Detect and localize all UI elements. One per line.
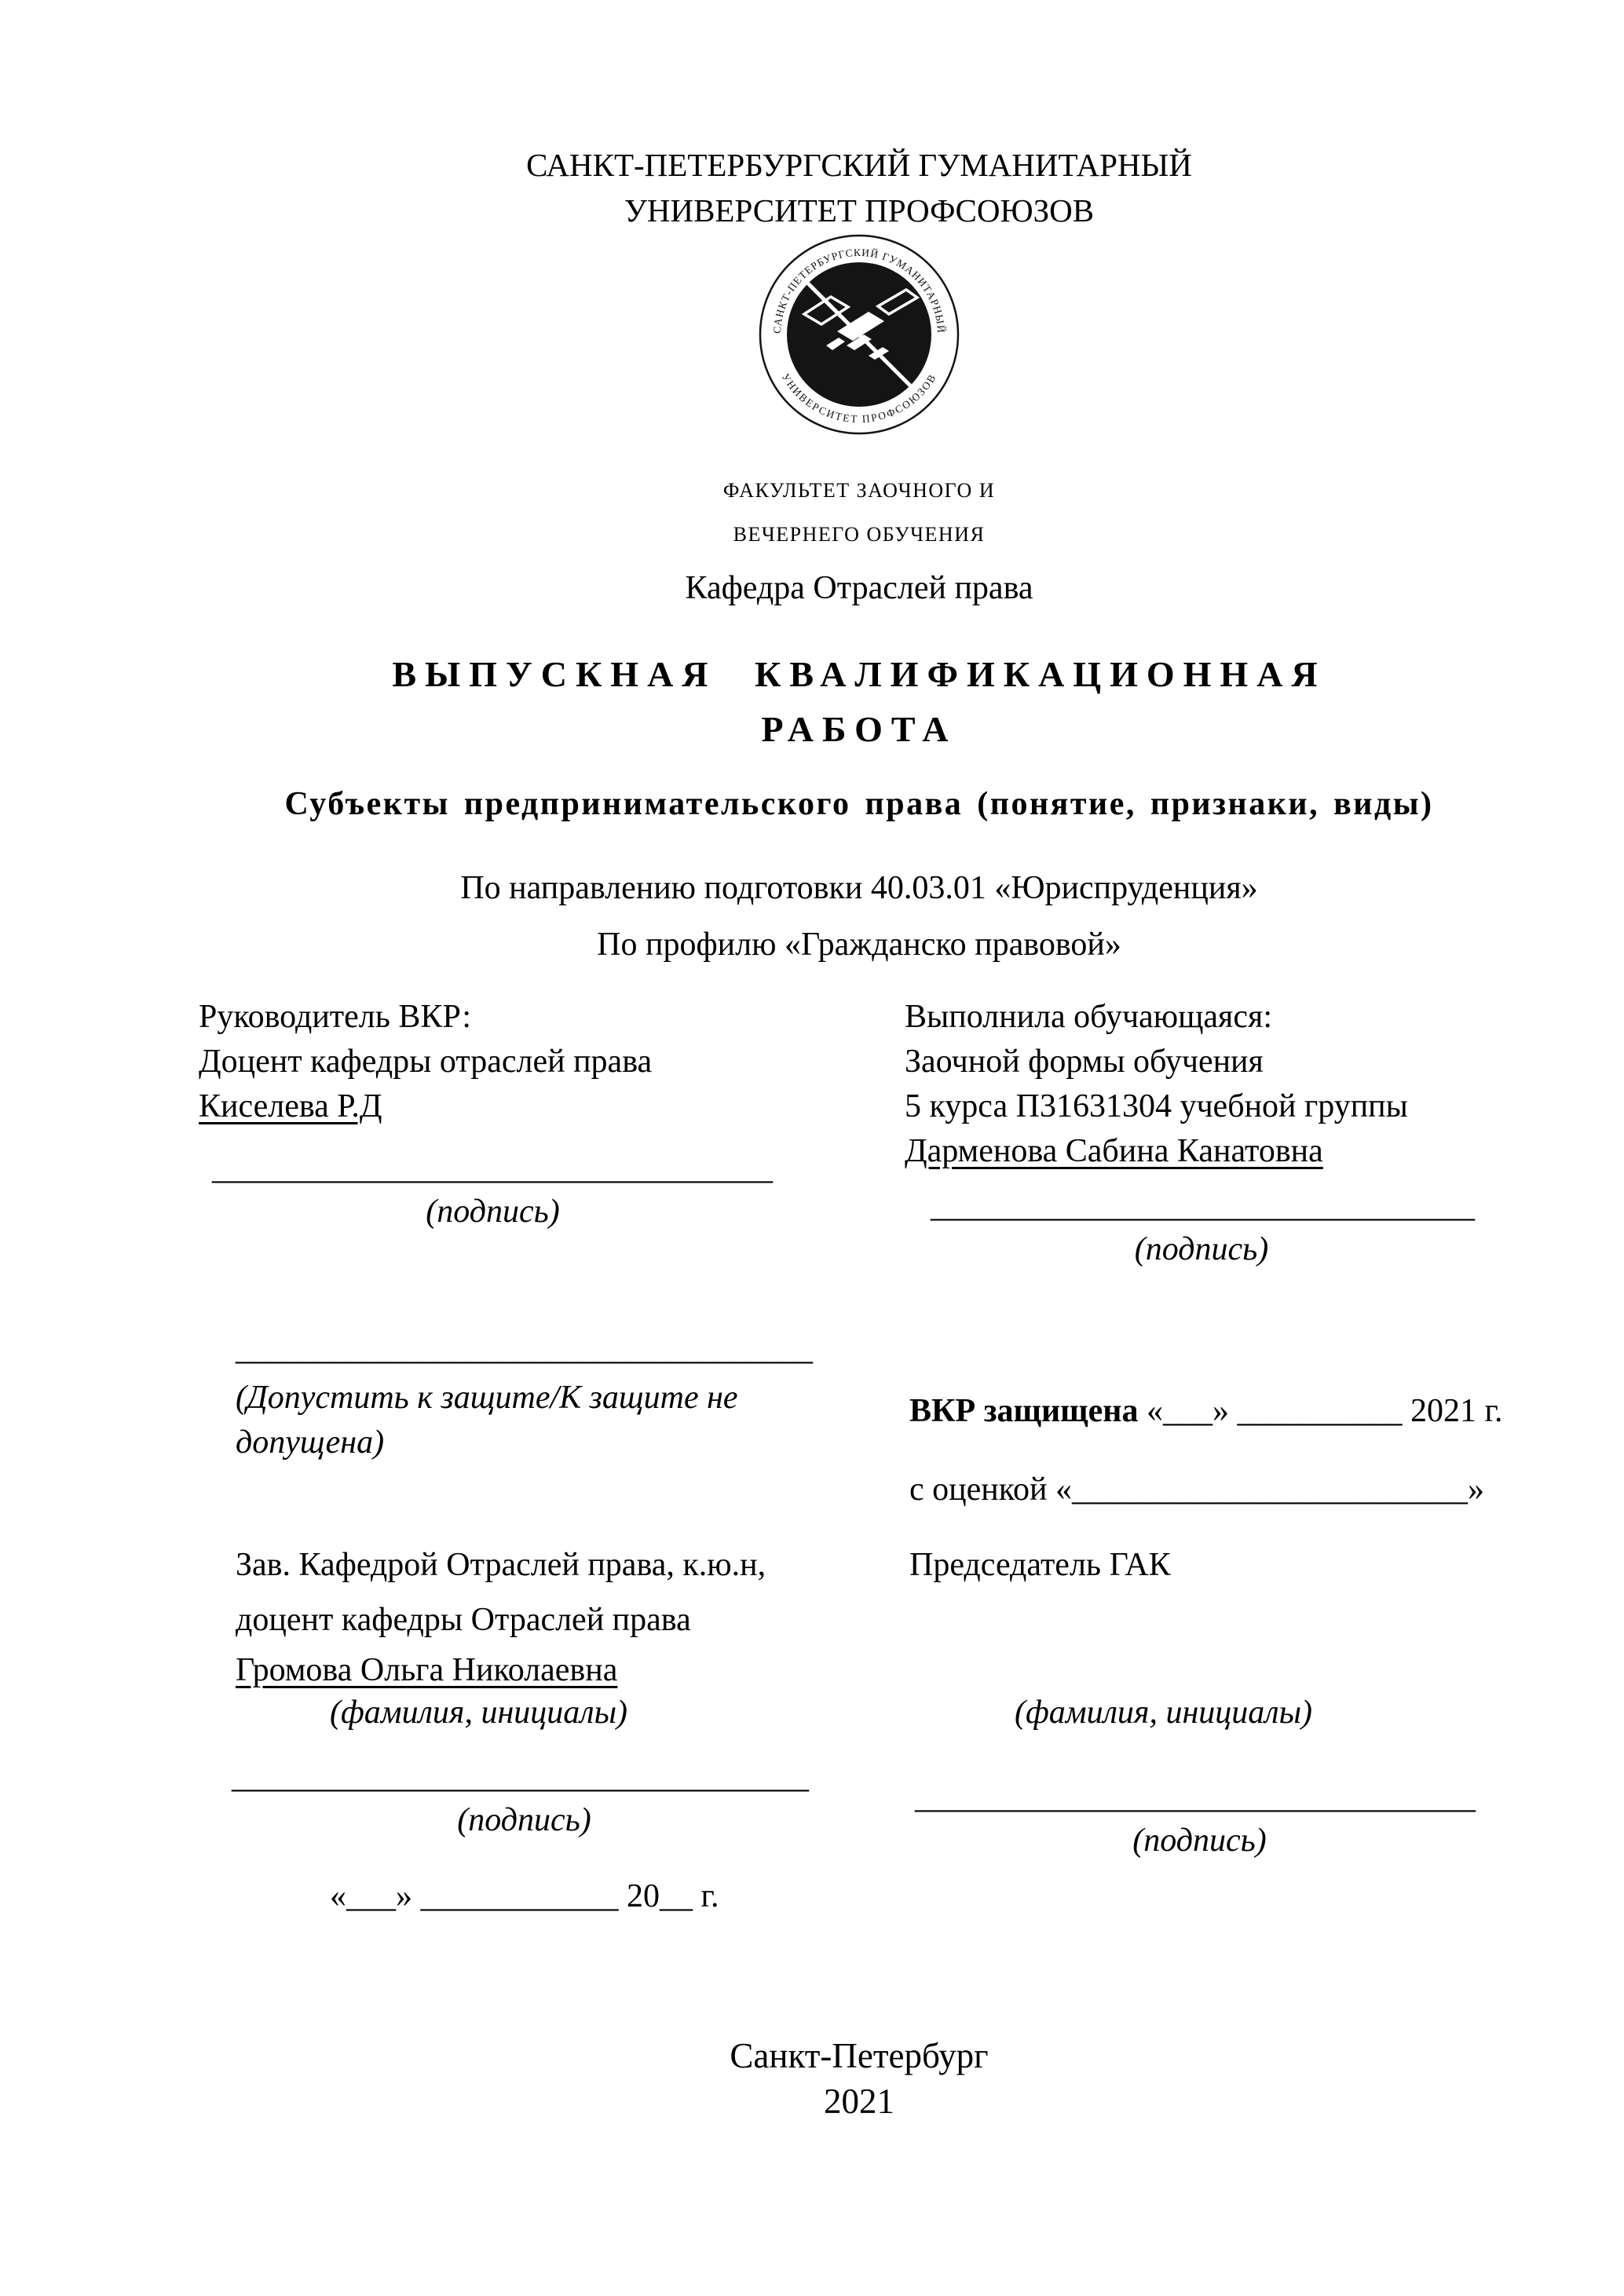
logo-ring-text-top: САНКТ-ПЕТЕРБУРГСКИЙ ГУМАНИТАРНЫЙ xyxy=(770,246,948,335)
footer-year: 2021 xyxy=(824,2082,894,2121)
work-type-line2: РАБОТА xyxy=(761,709,957,749)
defense-label: ВКР защищена xyxy=(909,1393,1139,1429)
head-position-line2: доцент кафедры Отраслей права xyxy=(236,1602,691,1638)
supervisor-signature-line: __________________________________ xyxy=(212,1150,773,1186)
head-signature-caption: (подпись) xyxy=(457,1802,591,1838)
head-position-line1: Зав. Кафедрой Отраслей права, к.ю.н, xyxy=(236,1547,766,1583)
supervisor-signature-caption: (подпись) xyxy=(426,1194,560,1230)
head-name-caption: (фамилия, инициалы) xyxy=(330,1695,628,1731)
logo-ring-text-bottom: УНИВЕРСИТЕТ ПРОФСОЮЗОВ xyxy=(779,371,939,426)
work-type-line1: ВЫПУСКНАЯ КВАЛИФИКАЦИОННАЯ xyxy=(392,654,1326,694)
head-name-text: Громова Ольга Николаевна xyxy=(236,1652,618,1688)
university-logo xyxy=(759,234,960,435)
supervisor-name xyxy=(199,1087,382,1126)
student-group: 5 курса П31631304 учебной группы xyxy=(905,1088,1408,1124)
admission-note: (Допустить к защите/К защите не допущена) xyxy=(236,1380,738,1461)
footer-city: Санкт-Петербург xyxy=(730,2036,989,2075)
student-label: Выполнила обучающаяся: xyxy=(905,999,1273,1035)
university-name-line2: УНИВЕРСИТЕТ ПРОФСОЮЗОВ xyxy=(624,192,1095,229)
university-name-line1: САНКТ-ПЕТЕРБУРГСКИЙ ГУМАНИТАРНЫЙ xyxy=(526,147,1192,183)
study-profile: По профилю «Гражданско правовой» xyxy=(597,927,1121,963)
head-date-blank: «___» ____________ 20__ г. xyxy=(330,1878,719,1914)
admission-line: ___________________________________ xyxy=(236,1331,813,1367)
study-direction: По направлению подготовки 40.03.01 «Юриспруденция» xyxy=(460,870,1258,906)
chairman-signature-line: __________________________________ xyxy=(915,1779,1476,1815)
head-name xyxy=(236,1651,617,1690)
faculty-line2: ВЕЧЕРНЕГО ОБУЧЕНИЯ xyxy=(733,523,986,546)
supervisor-label: Руководитель ВКР: xyxy=(199,999,472,1035)
supervisor-name-text: Киселева Р.Д xyxy=(199,1088,382,1124)
defense-date-blank: «___» __________ 2021 г. xyxy=(1138,1393,1503,1429)
chairman-signature-caption: (подпись) xyxy=(1132,1823,1267,1859)
thesis-topic: Субъекты предпринимательского права (понятие, признаки, виды) xyxy=(284,786,1434,822)
student-signature-caption: (подпись) xyxy=(1134,1231,1269,1267)
defense-date-line xyxy=(909,1391,1502,1431)
chairman-name-caption: (фамилия, инициалы) xyxy=(1015,1695,1313,1731)
student-name-text: Дарменова Сабина Канатовна xyxy=(905,1133,1323,1169)
university-logo-wrap xyxy=(196,234,1522,439)
department-name: Кафедра Отраслей права xyxy=(685,570,1033,606)
student-name xyxy=(905,1132,1323,1171)
supervisor-position: Доцент кафедры отраслей права xyxy=(199,1044,653,1080)
faculty-line1: ФАКУЛЬТЕТ ЗАОЧНОГО И xyxy=(722,479,996,502)
head-signature-line: ___________________________________ xyxy=(232,1759,809,1795)
chairman-label: Председатель ГАК xyxy=(909,1547,1171,1583)
student-study-form: Заочной формы обучения xyxy=(905,1044,1264,1080)
defense-grade-line: с оценкой «________________________» xyxy=(909,1472,1484,1508)
student-signature-line: _________________________________ xyxy=(931,1188,1475,1224)
